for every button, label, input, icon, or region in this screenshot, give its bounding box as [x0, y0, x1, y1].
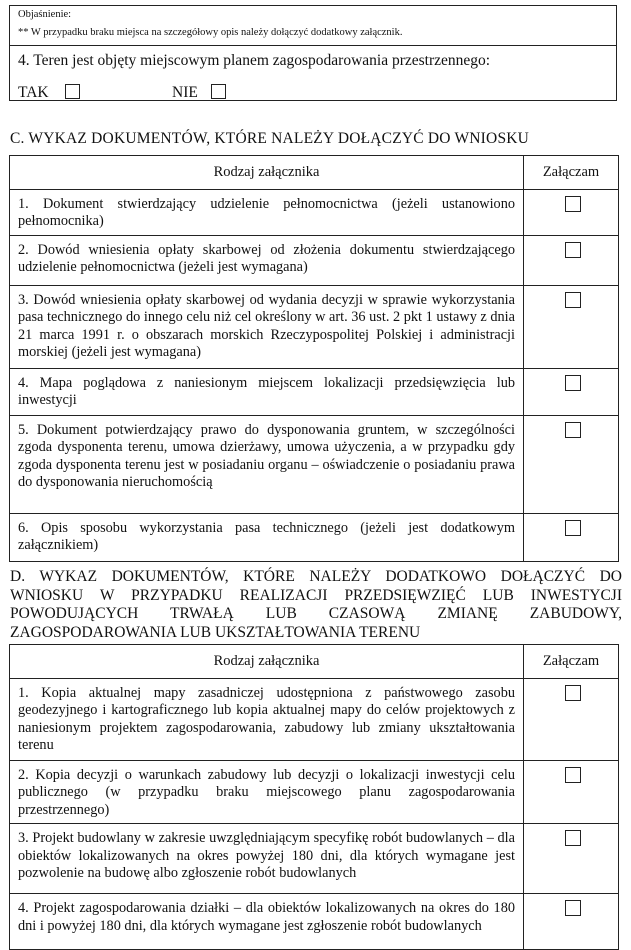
- column-header-attach: Załączam: [524, 156, 619, 190]
- table-row: [10, 824, 619, 894]
- attach-cell: [524, 286, 619, 369]
- attach-cell: [524, 894, 619, 950]
- yes-label: TAK: [18, 84, 49, 101]
- attach-cell: [524, 514, 619, 562]
- table-row: [10, 236, 619, 286]
- row-description: 4. Mapa poglądowa z naniesionym miejscem lokalizacji przedsięwzięcia lub inwestycji: [10, 369, 524, 416]
- section-d-table: [9, 644, 619, 950]
- attach-cell: [524, 416, 619, 514]
- row-description: 2. Kopia decyzji o warunkach zabudowy lub decyzji o lokalizacji inwestycji celu publicznego (w przypadku braku miejscowego planu zagospodarowania przestrzennego): [10, 761, 524, 824]
- row-description: 3. Projekt budowlany w zakresie uwzględniającym specyfikę robót budowlanych – dla obiektów lokalizowanych na okres powyżej 180 dni, dla których wymagane jest pozwolenie na budowę albo zgłoszenie robót budowlanych: [10, 824, 524, 894]
- attach-checkbox[interactable]: [565, 767, 581, 783]
- section-c-heading: C. WYKAZ DOKUMENTÓW, KTÓRE NALEŻY DOŁĄCZYĆ DO WNIOSKU: [10, 130, 530, 147]
- table-header-row: [10, 645, 619, 679]
- section-d-heading: D. WYKAZ DOKUMENTÓW, KTÓRE NALEŻY DODATKOWO DOŁĄCZYĆ DO WNIOSKU W PRZYPADKU REALIZACJI PRZEDSIĘWZIĘĆ LUB INWESTYCJI POWODUJĄCYCH TRWAŁĄ LUB CZASOWĄ ZMIANĘ ZABUDOWY, ZAGOSPODAROWANIA LUB UKSZTAŁTOWANIA TERENU: [10, 568, 622, 641]
- table-row: [10, 286, 619, 369]
- row-description: 5. Dokument potwierdzający prawo do dysponowania gruntem, w szczególności zgoda dysponenta terenu, umowa dzierżawy, umowa użyczenia, a w przypadku gdy zgoda dysponenta terenu jest w posiadaniu organu – oświadczenie o posiadaniu prawa do dysponowania nieruchomością: [10, 416, 524, 514]
- row-description: 2. Dowód wniesienia opłaty skarbowej od złożenia dokumentu stwierdzającego udzielenie pełnomocnictwa (jeżeli jest wymagana): [10, 236, 524, 286]
- column-header-type: Rodzaj załącznika: [10, 156, 524, 190]
- table-row: [10, 761, 619, 824]
- attach-checkbox[interactable]: [565, 292, 581, 308]
- top-box: [9, 5, 617, 101]
- attach-checkbox[interactable]: [565, 196, 581, 212]
- column-header-attach: Załączam: [524, 645, 619, 679]
- question-4-text: 4. Teren jest objęty miejscowym planem zagospodarowania przestrzennego:: [18, 52, 491, 69]
- explanation-label: Objaśnienie:: [18, 9, 72, 20]
- row-description: 1. Kopia aktualnej mapy zasadniczej udostępniona z państwowego zasobu geodezyjnego i kartograficznego lub kopia aktualnej mapy do celów projektowych z naniesionym projektem zagospodarowania, zabudowy lub zmiany ukształtowania terenu: [10, 679, 524, 761]
- table-header-row: [10, 156, 619, 190]
- attach-cell: [524, 679, 619, 761]
- table-row: [10, 894, 619, 950]
- attach-cell: [524, 824, 619, 894]
- no-label: NIE: [172, 84, 198, 101]
- table-row: [10, 679, 619, 761]
- attach-checkbox[interactable]: [565, 375, 581, 391]
- row-description: 4. Projekt zagospodarowania działki – dla obiektów lokalizowanych na okres do 180 dni i powyżej 180 dni, dla których wymagane jest zgłoszenie robót budowlanych: [10, 894, 524, 950]
- attach-checkbox[interactable]: [565, 242, 581, 258]
- table-row: [10, 190, 619, 236]
- section-c-table: [9, 155, 619, 562]
- attach-checkbox[interactable]: [565, 830, 581, 846]
- yes-checkbox[interactable]: [65, 84, 80, 99]
- row-description: 6. Opis sposobu wykorzystania pasa technicznego (jeżeli jest dodatkowym załącznikiem): [10, 514, 524, 562]
- attach-cell: [524, 761, 619, 824]
- attach-cell: [524, 369, 619, 416]
- row-description: 3. Dowód wniesienia opłaty skarbowej od wydania decyzji w sprawie wykorzystania pasa technicznego do innego celu niż cel określony w art. 36 ust. 2 pkt 1 ustawy z dnia 21 marca 1991 r. o obszarach morskich Rzeczypospolitej Polskiej i administracji morskiej (jeżeli jest wymagana): [10, 286, 524, 369]
- attach-cell: [524, 236, 619, 286]
- attach-checkbox[interactable]: [565, 520, 581, 536]
- table-row: [10, 369, 619, 416]
- column-header-type: Rodzaj załącznika: [10, 645, 524, 679]
- no-checkbox[interactable]: [211, 84, 226, 99]
- table-row: [10, 416, 619, 514]
- attach-checkbox[interactable]: [565, 422, 581, 438]
- attach-checkbox[interactable]: [565, 685, 581, 701]
- attach-checkbox[interactable]: [565, 900, 581, 916]
- attach-cell: [524, 190, 619, 236]
- explanation-note: ** W przypadku braku miejsca na szczegółowy opis należy dołączyć dodatkowy załącznik.: [18, 27, 403, 38]
- table-row: [10, 514, 619, 562]
- explanation-row: [10, 6, 616, 46]
- row-description: 1. Dokument stwierdzający udzielenie pełnomocnictwa (jeżeli ustanowiono pełnomocnika): [10, 190, 524, 236]
